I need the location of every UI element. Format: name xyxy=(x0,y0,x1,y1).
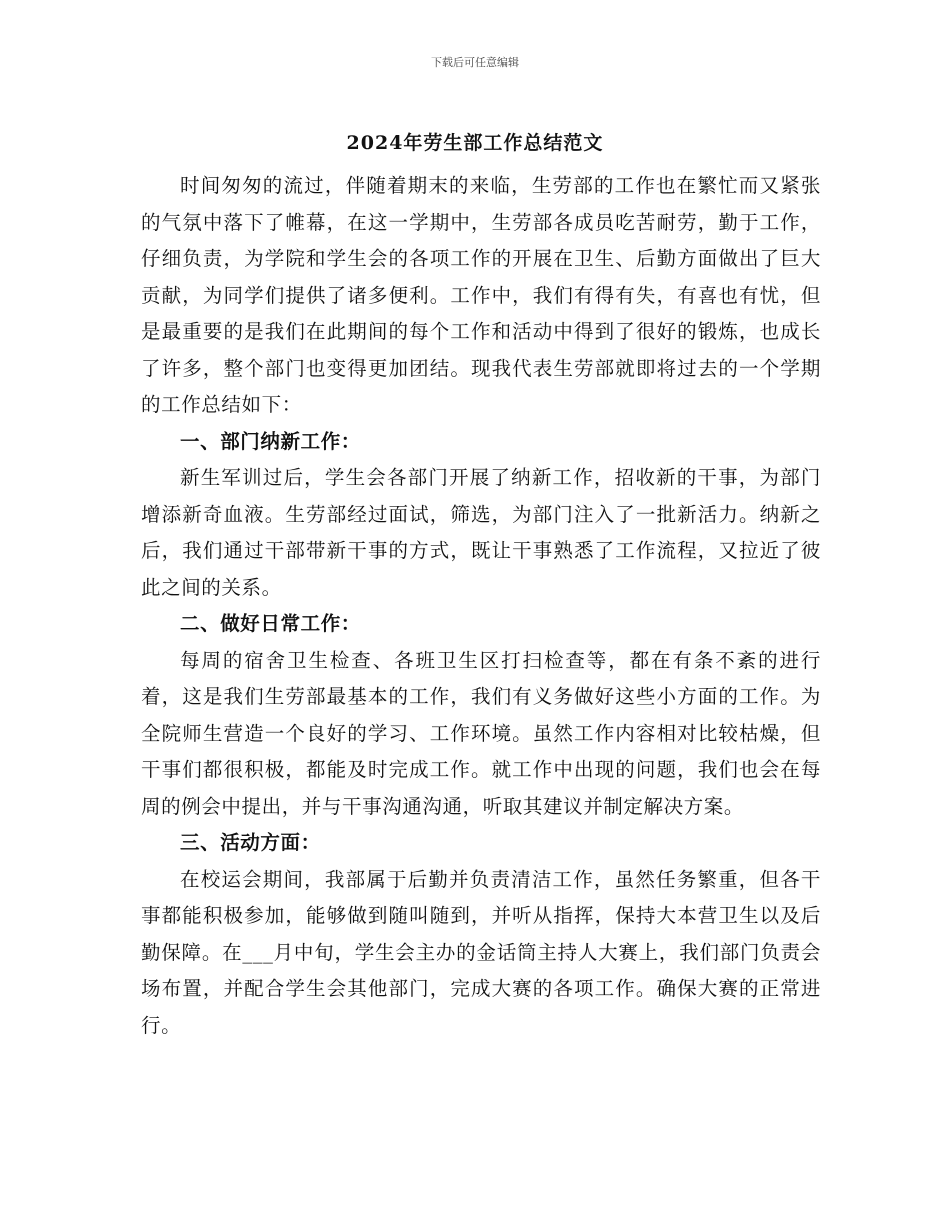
intro-paragraph: 时间匆匆的流过，伴随着期末的来临，生劳部的工作也在繁忙而又紧张的气氛中落下了帷幕，在这一学期中，生劳部各成员吃苦耐劳，勤于工作，仔细负责，为学院和学生会的各项工作的开展在卫生、后勤方面做出了巨大贡献，为同学们提供了诸多便利。工作中，我们有得有失，有喜也有忧，但是最重要的是我们在此期间的每个工作和活动中得到了很好的锻炼，也成长了许多，整个部门也变得更加团结。现我代表生劳部就即将过去的一个学期的工作总结如下： xyxy=(141,174,821,416)
header-note: 下载后可任意编辑 xyxy=(431,56,519,69)
section-paragraph: 新生军训过后，学生会各部门开展了纳新工作，招收新的干事，为部门增添新奇血液。生劳部经过面试，筛选，为部门注入了一批新活力。纳新之后，我们通过干部带新干事的方式，既让干事熟悉了工作流程，又拉近了彼此之间的关系。 xyxy=(141,466,821,599)
section-heading: 一、部门纳新工作： xyxy=(180,429,361,453)
section-heading: 二、做好日常工作： xyxy=(180,612,361,635)
section-paragraph: 每周的宿舍卫生检查、各班卫生区打扫检查等，都在有条不紊的进行着，这是我们生劳部最基本的工作，我们有义务做好这些小方面的工作。为全院师生营造一个良好的学习、工作环境。虽然工作内容相对比较枯燥，但干事们都很积极，都能及时完成工作。就工作中出现的问题，我们也会在每周的例会中提出，并与干事沟通沟通，听取其建议并制定解决方案。 xyxy=(141,648,821,818)
document-body xyxy=(141,168,821,1044)
section-heading: 三、活动方面： xyxy=(180,831,321,854)
section-paragraph: 在校运会期间，我部属于后勤并负责清洁工作，虽然任务繁重，但各干事都能积极参加，能够做到随叫随到，并听从指挥，保持大本营卫生以及后勤保障。在___月中旬，学生会主办的金话筒主持人大赛上，我们部门负责会场布置，并配合学生会其他部门，完成大赛的各项工作。确保大赛的正常进行。 xyxy=(141,867,821,1037)
document-title: 2024年劳生部工作总结范文 xyxy=(346,132,604,154)
